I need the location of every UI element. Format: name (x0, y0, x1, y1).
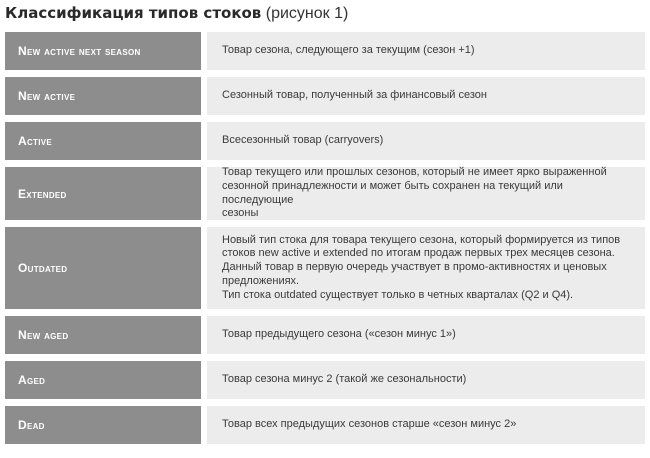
stock-description-text: Сезонный товар, полученный за финансовый сезон (222, 89, 487, 102)
title-figure-ref: (рисунок 1) (265, 5, 349, 22)
table-row (5, 406, 645, 444)
table-row (5, 77, 645, 115)
table-row (5, 122, 645, 160)
stock-description-cell (207, 122, 645, 160)
table-row (5, 227, 645, 309)
stock-description-text: Товар сезона минус 2 (такой же сезональности) (222, 373, 467, 386)
stock-type-cell: Active (5, 122, 201, 160)
stock-type-cell: Dead (5, 406, 201, 444)
stock-description-text: Товар всех предыдущих сезонов старше «сезон минус 2» (222, 418, 517, 431)
table-row (5, 361, 645, 399)
stock-description-text: Товар текущего или прошлых сезонов, который не имеет ярко выраженной сезонной принадлежности и может быть сохранен на текущий или последующие сезоны (222, 165, 607, 220)
stock-types-table (5, 32, 645, 451)
stock-description-cell (207, 77, 645, 115)
stock-type-cell: New active next season (5, 32, 201, 70)
stock-description-text: Товар предыдущего сезона («сезон минус 1») (222, 328, 456, 341)
page-title (5, 3, 348, 24)
stock-description-cell (207, 227, 645, 309)
stock-type-cell: Outdated (5, 227, 201, 309)
stock-description-cell (207, 32, 645, 70)
stock-description-cell (207, 167, 645, 220)
table-row (5, 167, 645, 220)
stock-type-cell: New active (5, 77, 201, 115)
stock-description-cell (207, 406, 645, 444)
stock-description-cell (207, 316, 645, 354)
stock-description-text: Новый тип стока для товара текущего сезона, который формируется из типов стоков new active и extended по итогам продаж первых трех месяцев сезона. Данный товар в первую очередь участвует в промо-активностях и ценовых предложениях. Тип стока outdated существует только в четных кварталах (Q2 и Q4). (222, 233, 621, 301)
stock-type-cell: New aged (5, 316, 201, 354)
stock-type-cell: Extended (5, 167, 201, 220)
table-row (5, 316, 645, 354)
stock-type-cell: Aged (5, 361, 201, 399)
stock-description-text: Всесезонный товар (carryovers) (222, 134, 384, 147)
stock-description-text: Товар сезона, следующего за текущим (сезон +1) (222, 44, 475, 57)
title-main: Классификация типов стоков (5, 4, 262, 22)
stock-description-cell (207, 361, 645, 399)
table-row (5, 32, 645, 70)
